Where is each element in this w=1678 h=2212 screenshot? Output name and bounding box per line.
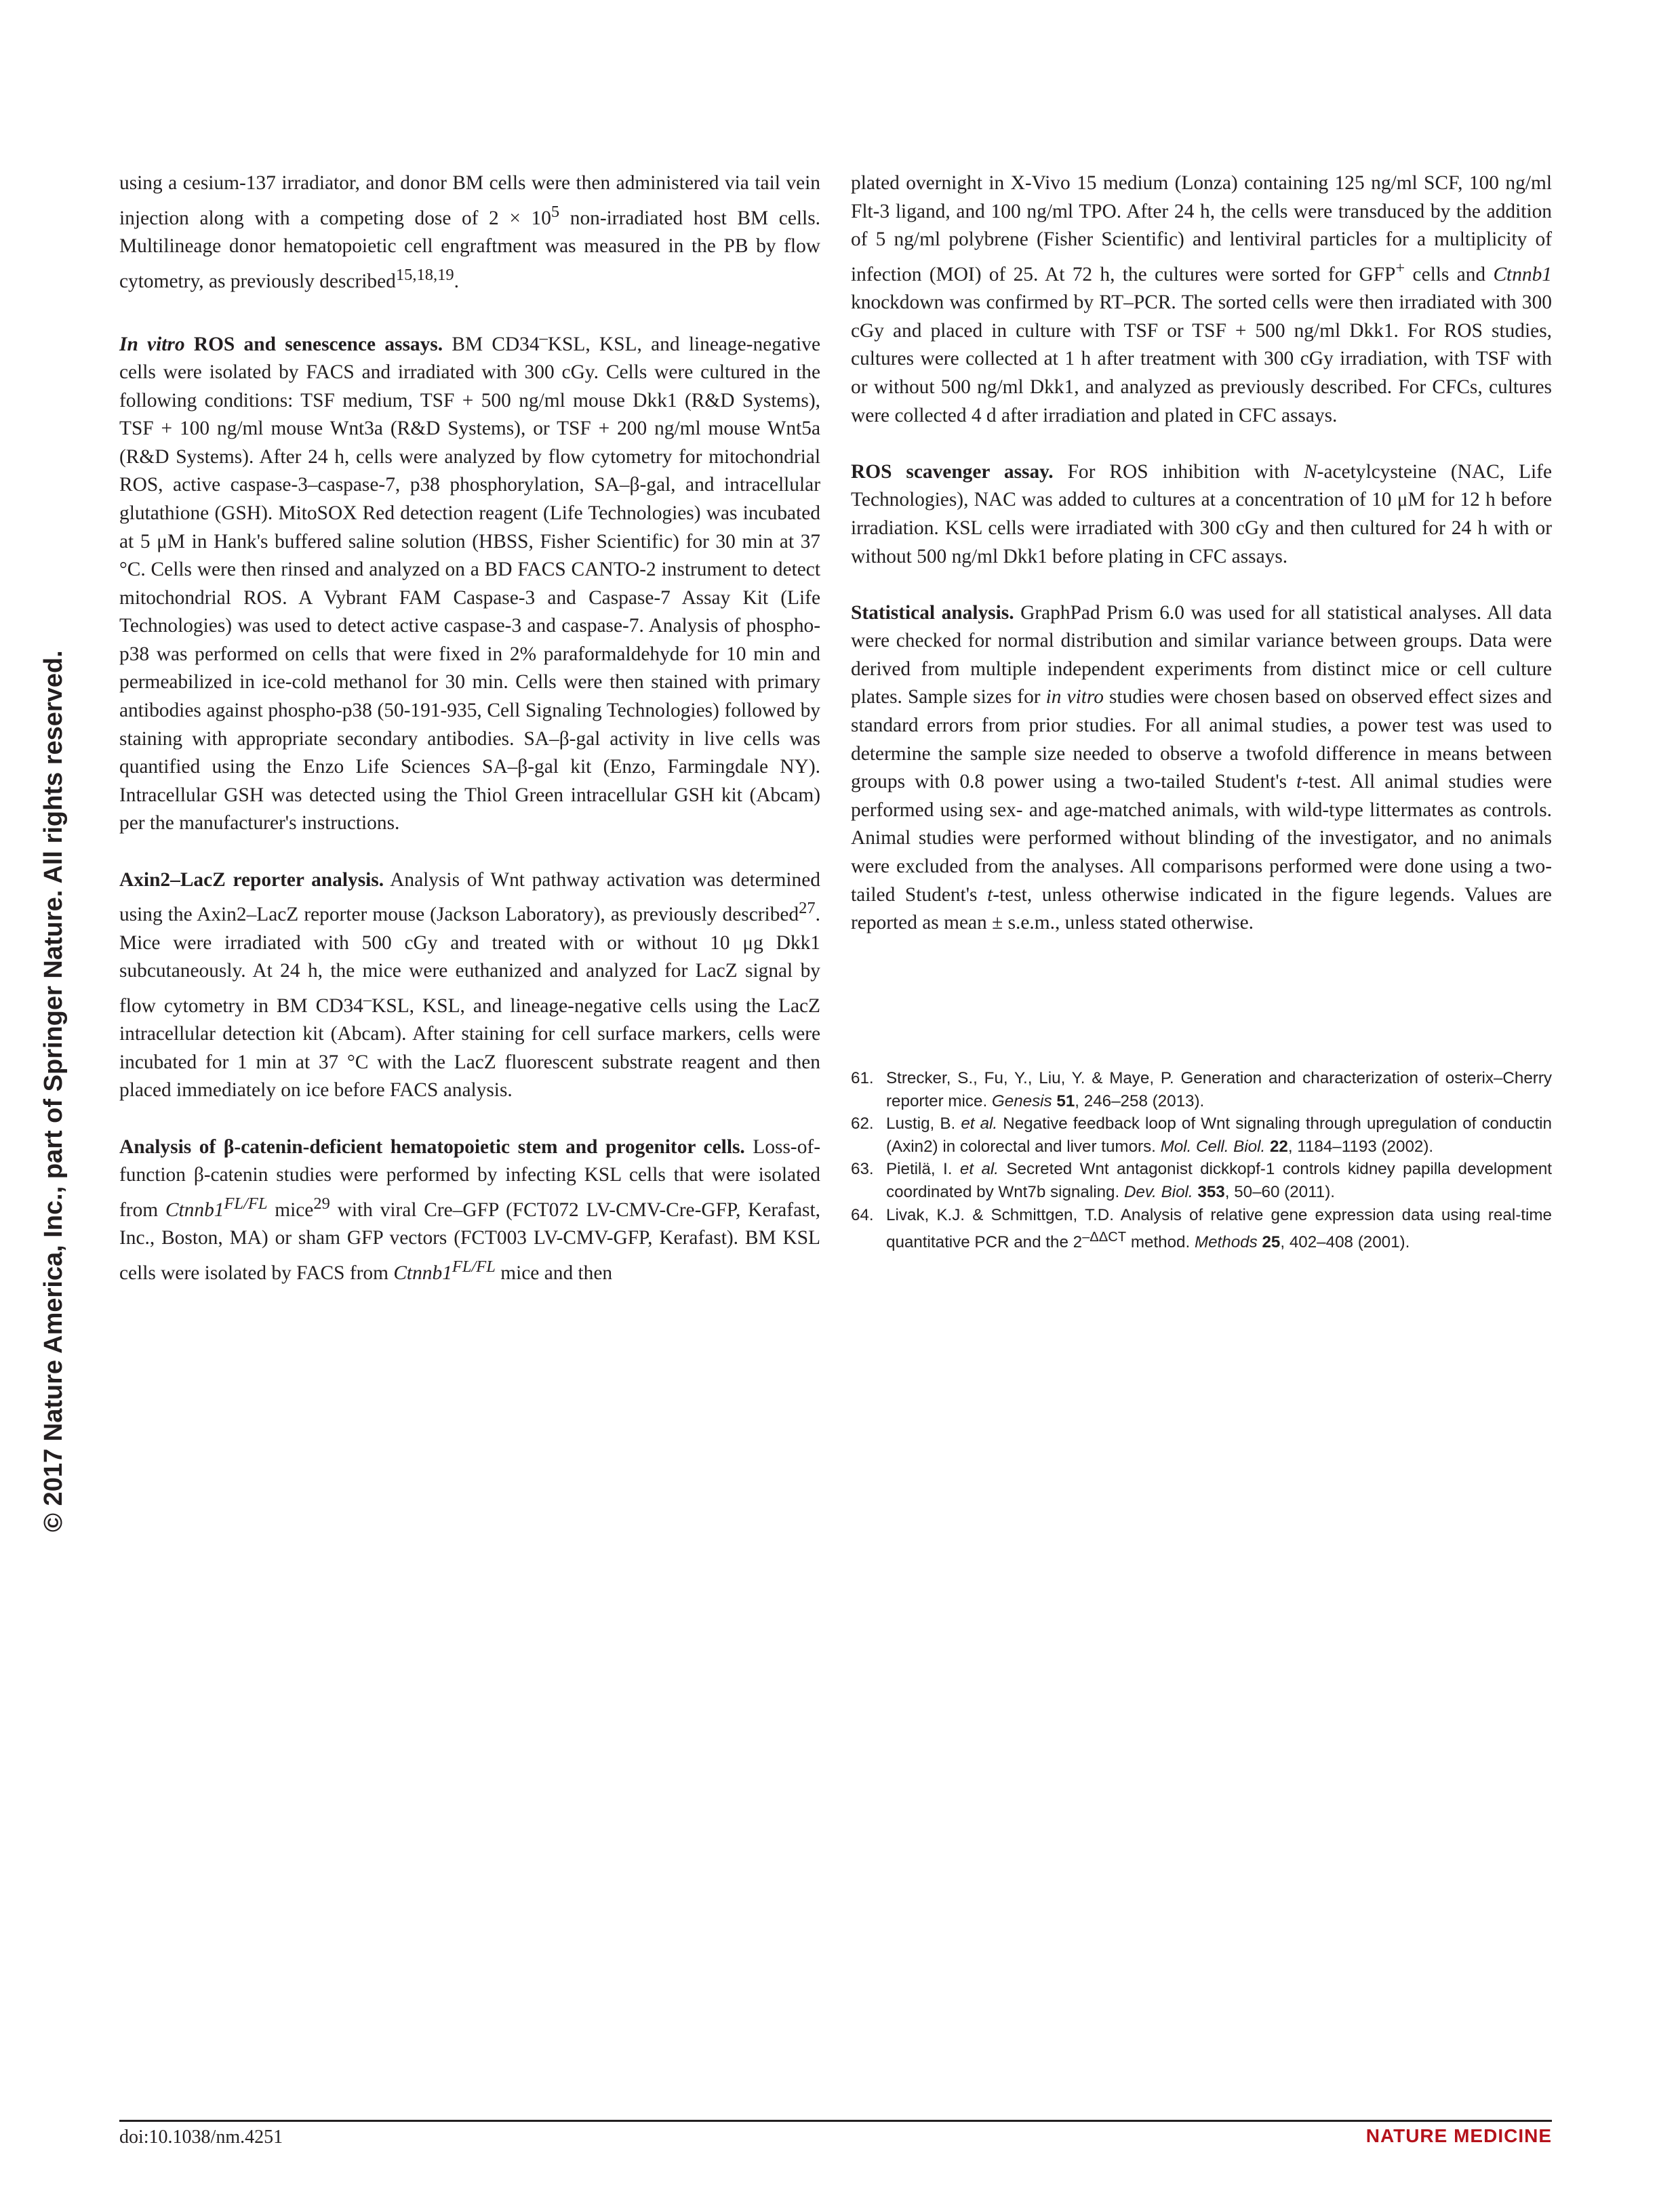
- reference-list: [851, 1067, 1552, 1254]
- paragraph-ros-senescence: In vitro ROS and senescence assays. BM CD34–KSL, KSL, and lineage-negative cells were isolated by FACS and irradiated with 300 cGy. Cells were cultured in the following conditions: TSF medium, TSF + 500 ng/ml mouse Dkk1 (R&D Systems), TSF + 100 ng/ml mouse Wnt3a (R&D Systems), or TSF + 200 ng/ml mouse Wnt5a (R&D Systems). After 24 h, cells were analyzed by flow cytometry for mitochondrial ROS, active caspase-3–caspase-7, p38 phosphorylation, SA–β-gal, and intracellular glutathione (GSH). MitoSOX Red detection reagent (Life Technologies) was incubated at 5 μM in Hank's buffered saline solution (HBSS, Fisher Scientific) for 30 min at 37 °C. Cells were then rinsed and analyzed on a BD FACS CANTO-2 instrument to detect mitochondrial ROS. A Vybrant FAM Caspase-3 and Caspase-7 Assay Kit (Life Technologies) was used to detect active caspase-3 and caspase-7. Analysis of phospho-p38 was performed on cells that were fixed in 2% paraformaldehyde for 10 min and permeabilized in ice-cold methanol for 30 min. Cells were then stained with primary antibodies against phospho-p38 (50-191-935, Cell Signaling Technologies) followed by staining with appropriate secondary antibodies. SA–β-gal activity in live cells was quantified using the Enzo Life Sciences SA–β-gal kit (Enzo, Farmingdale NY). Intracellular GSH was detected using the Thiol Green intracellular GSH kit (Abcam) per the manufacturer's instructions.: [119, 328, 821, 834]
- doi-label: doi:10.1038/nm.4251: [119, 2127, 283, 2148]
- section-heading: Statistical analysis.: [851, 601, 1014, 624]
- paragraph-ros-scavenger: ROS scavenger assay. For ROS inhibition with N-acetylcysteine (NAC, Life Technologies), NAC was added to cultures at a concentration of 10 μM for 12 h before irradiation. KSL cells were irradiated with 300 cGy and then cultured for 24 h with or without 500 ng/ml Dkk1 before plating in CFC assays.: [851, 460, 1552, 567]
- paragraph-beta-catenin: Analysis of β-catenin-deficient hematopoietic stem and progenitor cells. Loss-of-function β-catenin studies were performed by infecting KSL cells that were isolated from $Ctnnb1^{FL/FL}$ mice$^{29}$ with viral Cre–GFP (FCT072 LV-CMV-Cre-GFP, Kerafast, Inc., Boston, MA) or sham GFP vectors (FCT003 LV-CMV-GFP, Kerafast). BM KSL cells were isolated by FACS from $Ctnnb1^{FL/FL}$ mice and then: [119, 1135, 821, 1284]
- reference-item: 61. Strecker, S., Fu, Y., Liu, Y. & Maye, P. Generation and characterization of osterix–Cherry reporter mice. Genesis 51, 246–258 (2013).: [851, 1069, 1552, 1110]
- paragraph-engraftment: using a cesium-137 irradiator, and donor BM cells were then administered via tail vein injection along with a competing dose of $2 \times 10^5$ non-irradiated host BM cells. Multilineage donor hematopoietic cell engraftment was measured in the PB by flow cytometry, as previously described$^{15,18,19}$.: [119, 172, 820, 292]
- footer-divider: [119, 2120, 1552, 2122]
- left-column: [119, 169, 820, 1287]
- section-heading: ROS scavenger assay.: [851, 460, 1054, 483]
- reference-item: 63. Pietilä, I. et al. Secreted Wnt antagonist dickkopf-1 controls kidney papilla development coordinated by Wnt7b signaling. Dev. Biol. 353, 50–60 (2011).: [851, 1160, 1552, 1201]
- copyright-notice: © 2017 Nature America, Inc., part of Springer Nature. All rights reserved.: [39, 650, 68, 1532]
- paragraph-transduction: plated overnight in X-Vivo 15 medium (Lonza) containing 125 ng/ml SCF, 100 ng/ml Flt-3 ligand, and 100 ng/ml TPO. After 24 h, the cells were transduced by the addition of 5 ng/ml polybrene (Fisher Scientific) and lentiviral particles for a multiplicity of infection (MOI) of 25. At 72 h, the cultures were sorted for GFP+ cells and Ctnnb1 knockdown was confirmed by RT–PCR. The sorted cells were then irradiated with 300 cGy and placed in culture with TSF or TSF + 500 ng/ml Dkk1. For ROS studies, cultures were collected at 1 h after treatment with 300 cGy irradiation, with TSF with or without 500 ng/ml Dkk1, and analyzed as previously described. For CFCs, cultures were collected 4 d after irradiation and plated in CFC assays.: [851, 172, 1552, 426]
- reference-item: 64. Livak, K.J. & Schmittgen, T.D. Analysis of relative gene expression data using real-time quantitative PCR and the $2^{-\Delta\Delta CT}$ method. Methods 25, 402–408 (2001).: [851, 1205, 1552, 1252]
- section-heading: Axin2–LacZ reporter analysis.: [119, 868, 384, 891]
- section-heading: Analysis of β-catenin-deficient hematopoietic stem and progenitor cells.: [119, 1135, 745, 1158]
- section-heading: In vitro ROS and senescence assays.: [119, 333, 443, 355]
- journal-name: NATURE MEDICINE: [1365, 2125, 1552, 2146]
- paragraph-axin2-lacz: Axin2–LacZ reporter analysis. Analysis of Wnt pathway activation was determined using the Axin2–LacZ reporter mouse (Jackson Laboratory), as previously described$^{27}$. Mice were irradiated with 500 cGy and treated with or without 10 μg Dkk1 subcutaneously. At 24 h, the mice were euthanized and analyzed for LacZ signal by flow cytometry in BM CD34–KSL, KSL, and lineage-negative cells using the LacZ intracellular detection kit (Abcam). After staining for cell surface markers, cells were incubated for 1 min at 37 °C with the LacZ fluorescent substrate reagent and then placed immediately on ice before FACS analysis.: [119, 868, 820, 1102]
- right-column: [851, 169, 1552, 938]
- reference-item: 62. Lustig, B. et al. Negative feedback loop of Wnt signaling through upregulation of conductin (Axin2) in colorectal and liver tumors. Mol. Cell. Biol. 22, 1184–1193 (2002).: [851, 1114, 1552, 1156]
- paragraph-statistics: Statistical analysis. GraphPad Prism 6.0 was used for all statistical analyses. All data were checked for normal distribution and similar variance between groups. Data were derived from multiple independent experiments from distinct mice or cell culture plates. Sample sizes for in vitro studies were chosen based on observed effect sizes and standard errors from prior studies. For all animal studies, a power test was used to determine the sample size needed to observe a twofold difference in means between groups with 0.8 power using a two-tailed Student's t-test. All animal studies were performed using sex- and age-matched animals, with wild-type littermates as controls. Animal studies were performed without blinding of the investigator, and no animals were excluded from the analyses. All comparisons performed were done using a two-tailed Student's t-test, unless otherwise indicated in the figure legends. Values are reported as mean ± s.e.m., unless stated otherwise.: [851, 601, 1553, 934]
